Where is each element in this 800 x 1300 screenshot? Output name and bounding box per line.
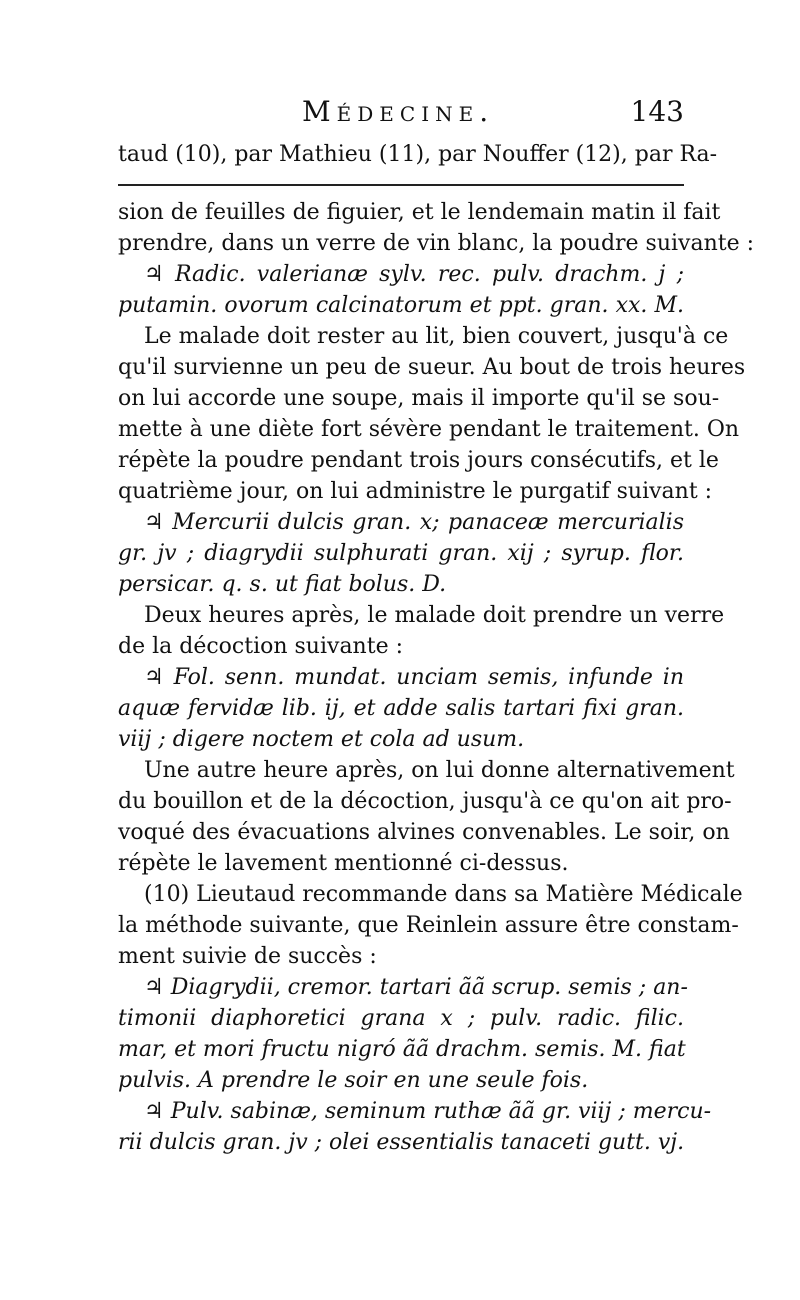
footnote-carryover-line: taud (10), par Mathieu (11), par Nouffer (12), par Ra-: [118, 142, 718, 167]
prescription-line: gr. jv ; diagrydii sulphurati gran. xij ; syrup. flor.: [118, 541, 684, 566]
footnote-separator-rule: [118, 184, 684, 186]
prescription-line: ♃ Mercurii dulcis gran. x; panaceæ mercurialis: [144, 510, 684, 535]
text-line: Deux heures après, le malade doit prendre un verre: [144, 603, 725, 628]
text-line: voqué des évacuations alvines convenables. Le soir, on: [118, 820, 730, 845]
text-line: Le malade doit rester au lit, bien couvert, jusqu'à ce: [144, 324, 729, 349]
prescription-line: ♃ Pulv. sabinæ, seminum ruthæ ãã gr. viij ; mercu-: [144, 1099, 712, 1124]
text-line: qu'il survienne un peu de sueur. Au bout de trois heures: [118, 355, 746, 380]
prescription-line: putamin. ovorum calcinatorum et ppt. gran. xx. M.: [118, 293, 684, 318]
footnote-line: la méthode suivante, que Reinlein assure être constam-: [118, 913, 739, 938]
prescription-line: pulvis. A prendre le soir en une seule fois.: [118, 1068, 589, 1093]
prescription-line: mar, et mori fructu nigró ãã drachm. semis. M. fiat: [118, 1037, 686, 1062]
running-header: [118, 92, 684, 132]
text-line: quatrième jour, on lui administre le purgatif suivant :: [118, 479, 713, 504]
prescription-line: rii dulcis gran. jv ; olei essentialis tanaceti gutt. vj.: [118, 1130, 685, 1155]
footnote-line: (10) Lieutaud recommande dans sa Matière Médicale: [144, 882, 743, 907]
text-line: sion de feuilles de figuier, et le lendemain matin il fait: [118, 200, 721, 225]
prescription-line: timonii diaphoretici grana x ; pulv. radic. filic.: [118, 1006, 684, 1031]
prescription-line: aquæ fervidæ lib. ij, et adde salis tartari fixi gran.: [118, 696, 684, 721]
text-line: de la décoction suivante :: [118, 634, 403, 659]
text-line: répète le lavement mentionné ci-dessus.: [118, 851, 569, 876]
text-line: prendre, dans un verre de vin blanc, la poudre suivante :: [118, 231, 755, 256]
prescription-line: persicar. q. s. ut fiat bolus. D.: [118, 572, 447, 597]
running-title: Médecine.: [302, 95, 495, 128]
page-number: 143: [630, 95, 684, 128]
prescription-line: ♃ Radic. valerianæ sylv. rec. pulv. drachm. j ;: [144, 262, 684, 287]
prescription-line: viij ; digere noctem et cola ad usum.: [118, 727, 525, 752]
prescription-line: ♃ Fol. senn. mundat. unciam semis, infunde in: [144, 665, 684, 690]
text-line: du bouillon et de la décoction, jusqu'à ce qu'on ait pro-: [118, 789, 732, 814]
text-line: répète la poudre pendant trois jours consécutifs, et le: [118, 448, 719, 473]
text-line: on lui accorde une soupe, mais il importe qu'il se sou-: [118, 386, 720, 411]
prescription-line: ♃ Diagrydii, cremor. tartari ãã scrup. semis ; an-: [144, 975, 688, 1000]
text-line: mette à une diète fort sévère pendant le traitement. On: [118, 417, 740, 442]
footnote-line: ment suivie de succès :: [118, 944, 377, 969]
text-line: Une autre heure après, on lui donne alternativement: [144, 758, 735, 783]
